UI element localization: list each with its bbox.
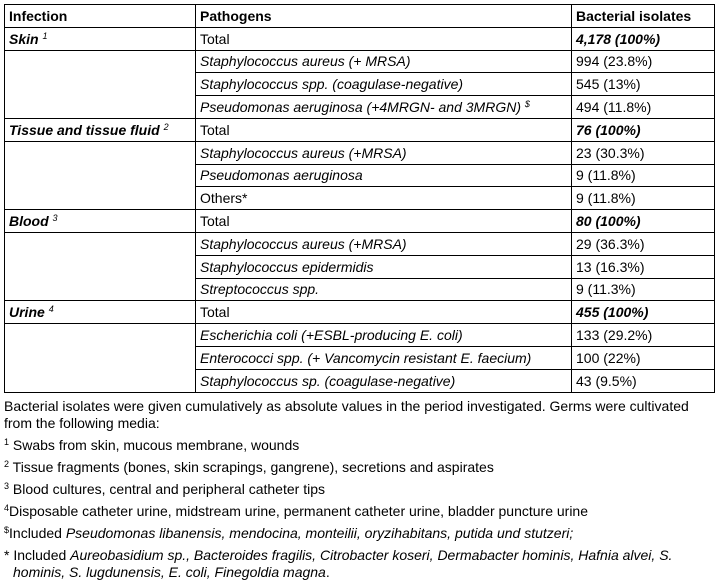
footnote-prefix: Included	[9, 547, 71, 563]
pathogen-cell: Total	[196, 118, 572, 141]
infection-label: Tissue and tissue fluid	[9, 121, 160, 138]
footnote-mark: 2	[4, 459, 10, 469]
footnote-dollar	[4, 525, 716, 542]
footnote-mark: *	[4, 547, 10, 563]
table-row	[5, 278, 715, 301]
footnote-suffix: .	[325, 564, 330, 580]
pathogen-cell	[196, 96, 572, 119]
footnote-text: Blood cultures, central and peripheral catheter tips	[12, 481, 325, 497]
empty-infection-cell	[5, 73, 196, 96]
header-pathogens: Pathogens	[196, 5, 572, 28]
infection-cell	[5, 27, 196, 50]
pathogen-cell: Staphylococcus epidermidis	[196, 255, 572, 278]
pathogen-label: Pseudomonas aeruginosa (+4MRGN- and 3MRGN)	[200, 99, 521, 116]
table-row-total	[5, 118, 715, 141]
isolates-cell: 994 (23.8%)	[572, 50, 715, 73]
footnote-mark: 2	[163, 121, 169, 132]
footnote-mark: 4	[4, 503, 10, 513]
pathogen-cell: Enterococci spp. (+ Vancomycin resistant E. faecium)	[196, 346, 572, 369]
footnote-3	[4, 481, 716, 498]
table-row-total	[5, 210, 715, 233]
footnote-text: Swabs from skin, mucous membrane, wounds	[12, 437, 300, 453]
header-infection: Infection	[5, 5, 196, 28]
isolates-cell: 133 (29.2%)	[572, 324, 715, 347]
table-row	[5, 50, 715, 73]
empty-infection-cell	[5, 96, 196, 119]
empty-infection-cell	[5, 187, 196, 210]
isolates-cell: 23 (30.3%)	[572, 141, 715, 164]
footnote-mark: 4	[48, 304, 54, 315]
footnote-species: Aureobasidium sp., Bacteroides fragilis, Citrobacter koseri, Dermabacter hominis, Hafnia alvei, S. hominis, S. lugdunensis, E. coli, Finegoldia magna	[13, 547, 673, 580]
isolates-cell: 9 (11.3%)	[572, 278, 715, 301]
table-row	[5, 346, 715, 369]
isolates-total-cell: 4,178 (100%)	[572, 27, 715, 50]
footnote-mark: $	[524, 99, 530, 110]
pathogen-cell: Staphylococcus aureus (+ MRSA)	[196, 50, 572, 73]
pathogen-cell: Escherichia coli (+ESBL-producing E. coli)	[196, 324, 572, 347]
isolates-total-cell: 455 (100%)	[572, 301, 715, 324]
table-header-row	[5, 5, 715, 28]
isolates-total-cell: 76 (100%)	[572, 118, 715, 141]
infection-label: Blood	[9, 213, 49, 230]
pathogen-cell: Staphylococcus sp. (coagulase-negative)	[196, 369, 572, 392]
isolates-cell: 29 (36.3%)	[572, 232, 715, 255]
empty-infection-cell	[5, 369, 196, 392]
empty-infection-cell	[5, 346, 196, 369]
empty-infection-cell	[5, 278, 196, 301]
table-row	[5, 141, 715, 164]
table-row	[5, 187, 715, 210]
footnote-1	[4, 437, 716, 454]
pathogen-cell: Streptococcus spp.	[196, 278, 572, 301]
footnote-2	[4, 459, 716, 476]
table-row-total	[5, 301, 715, 324]
table-row-total	[5, 27, 715, 50]
footnote-mark: 3	[4, 481, 10, 491]
pathogen-cell: Others*	[196, 187, 572, 210]
empty-infection-cell	[5, 255, 196, 278]
table-row	[5, 369, 715, 392]
table-row	[5, 73, 715, 96]
isolates-cell: 545 (13%)	[572, 73, 715, 96]
footnote-star	[4, 547, 716, 581]
infection-cell	[5, 118, 196, 141]
isolates-cell: 9 (11.8%)	[572, 164, 715, 187]
footnote-mark: 1	[42, 30, 48, 41]
table-footnotes	[4, 398, 716, 586]
bacterial-isolates-table	[4, 4, 715, 393]
infection-cell	[5, 301, 196, 324]
isolates-total-cell: 80 (100%)	[572, 210, 715, 233]
empty-infection-cell	[5, 324, 196, 347]
footnote-text: Disposable catheter urine, midstream urine, permanent catheter urine, bladder puncture urine	[9, 503, 588, 519]
footnote-mark: 1	[4, 437, 10, 447]
footnote-mark: $	[4, 525, 10, 535]
isolates-cell: 13 (16.3%)	[572, 255, 715, 278]
infection-cell	[5, 210, 196, 233]
pathogen-cell: Total	[196, 27, 572, 50]
footnote-intro: Bacterial isolates were given cumulatively as absolute values in the period investigated. Germs were cultivated from the following media:	[4, 398, 689, 431]
table-row	[5, 232, 715, 255]
infection-label: Skin	[9, 30, 39, 47]
footnote-prefix: Included	[9, 525, 66, 541]
footnote-4	[4, 503, 716, 520]
empty-infection-cell	[5, 232, 196, 255]
isolates-cell: 100 (22%)	[572, 346, 715, 369]
pathogen-cell: Total	[196, 301, 572, 324]
isolates-cell: 9 (11.8%)	[572, 187, 715, 210]
infection-label: Urine	[9, 304, 45, 321]
pathogen-cell: Staphylococcus aureus (+MRSA)	[196, 232, 572, 255]
pathogen-cell: Staphylococcus spp. (coagulase-negative)	[196, 73, 572, 96]
empty-infection-cell	[5, 141, 196, 164]
pathogen-cell: Pseudomonas aeruginosa	[196, 164, 572, 187]
pathogen-cell: Total	[196, 210, 572, 233]
footnote-mark: 3	[52, 213, 58, 224]
footnote-text: Tissue fragments (bones, skin scrapings, gangrene), secretions and aspirates	[12, 459, 494, 475]
header-bacterial-isolates: Bacterial isolates	[572, 5, 715, 28]
isolates-cell: 494 (11.8%)	[572, 96, 715, 119]
pathogen-cell: Staphylococcus aureus (+MRSA)	[196, 141, 572, 164]
table-row	[5, 96, 715, 119]
table-row	[5, 255, 715, 278]
table-row	[5, 164, 715, 187]
footnote-species: Pseudomonas libanensis, mendocina, monteilii, oryzihabitans, putida und stutzeri;	[65, 525, 574, 541]
table-row	[5, 324, 715, 347]
empty-infection-cell	[5, 50, 196, 73]
isolates-cell: 43 (9.5%)	[572, 369, 715, 392]
empty-infection-cell	[5, 164, 196, 187]
